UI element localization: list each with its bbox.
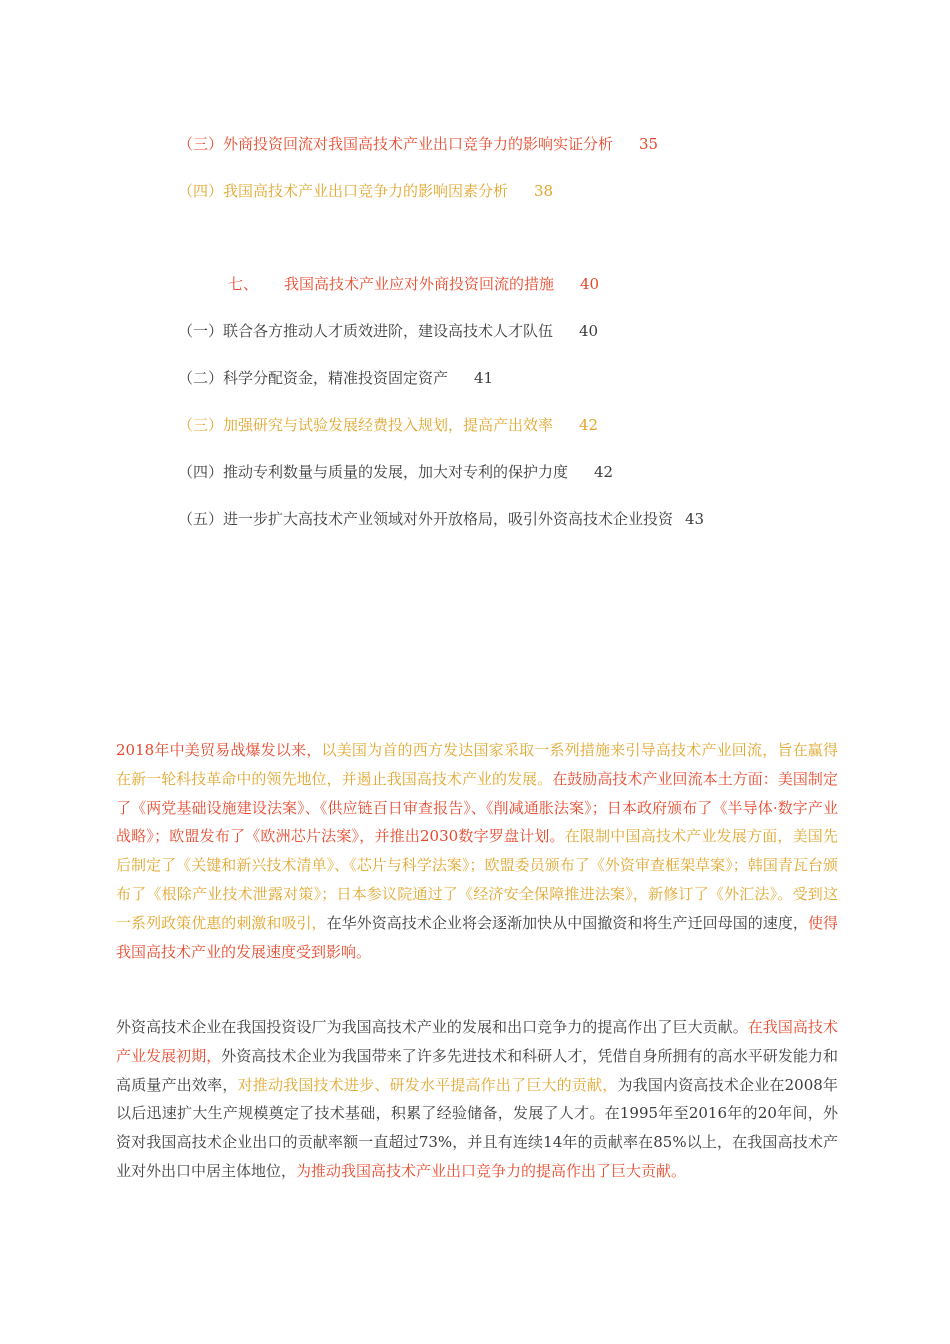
toc-item-page: 42 bbox=[579, 416, 599, 434]
toc-item-page: 40 bbox=[580, 275, 600, 293]
toc-chapter[interactable] bbox=[228, 274, 599, 294]
text-segment: 在华外资高技术企业将会逐渐加快从中国撤资和将生产迁回母国的速度， bbox=[326, 913, 808, 932]
toc-item-page: 38 bbox=[534, 182, 554, 200]
toc-item-page: 42 bbox=[594, 463, 614, 481]
toc-item[interactable] bbox=[178, 134, 658, 154]
text-segment: 在鼓励高技术产业回流本土方面：美国制定了《两党基础设施建设法案》、《供应链百日审查报告》、《削减通胀法案》；日本政府颁布了《半导体·数字产业战略》；欧盟发布了《欧洲芯片法案》，并推出2030数字罗盘计划。 bbox=[116, 769, 838, 846]
text-segment: 在限制中国高技术产业发展方面，美国先后制定了《关键和新兴技术清单》、《芯片与科学法案》；欧盟委员颁布了《外资审查框架草案》；韩国青瓦台颁布了《根除产业技术泄露对策》；日本参议院通过了《经济安全保障推进法案》，新修订了《外汇法》。 bbox=[116, 827, 838, 903]
text-segment: 在我国高技术产业发展初期， bbox=[116, 1018, 838, 1065]
body-paragraph-2 bbox=[116, 1013, 838, 1186]
toc-item-page: 35 bbox=[639, 135, 659, 153]
toc-item[interactable] bbox=[178, 509, 704, 529]
toc-item-label: （二）科学分配资金，精准投资固定资产 bbox=[178, 369, 449, 387]
toc-item-label: （五）进一步扩大高技术产业领域对外开放格局，吸引外资高技术企业投资 bbox=[178, 510, 674, 528]
toc-item[interactable] bbox=[178, 321, 598, 341]
text-segment: 以美国为首的西方发达国家采取一系列措施来引导高技术产业回流，旨在赢得在新一轮科技革命中的领先地位，并遏止我国高技术产业的发展。 bbox=[116, 741, 838, 788]
toc-item-label: 我国高技术产业应对外商投资回流的措施 bbox=[284, 275, 555, 293]
toc-item[interactable] bbox=[178, 462, 613, 482]
text-segment: 为推动我国高技术产业出口竞争力的提高作出了巨大贡献。 bbox=[296, 1161, 687, 1180]
toc-item-label: （三）加强研究与试验发展经费投入规划，提高产出效率 bbox=[178, 416, 554, 434]
text-segment: 使得我国高技术产业的发展速度受到影响。 bbox=[116, 913, 838, 961]
toc-item[interactable] bbox=[178, 368, 493, 388]
toc-item-page: 41 bbox=[474, 369, 494, 387]
text-segment: 外资高技术企业为我国带来了许多先进技术和科研人才，凭借自身所拥有的高水平研发能力和高质量产出效率， bbox=[116, 1046, 838, 1094]
text-segment: 对推动我国技术进步、研发水平提高作出了巨大的贡献， bbox=[237, 1075, 618, 1094]
toc-item-page: 43 bbox=[685, 510, 705, 528]
text-segment: 2018年中美贸易战爆发以来， bbox=[116, 741, 322, 759]
toc-item-label: （三）外商投资回流对我国高技术产业出口竞争力的影响实证分析 bbox=[178, 135, 614, 153]
toc-chapter-number: 七、 bbox=[228, 275, 259, 293]
text-segment: 外资高技术企业在我国投资设厂为我国高技术产业的发展和出口竞争力的提高作出了巨大贡献。 bbox=[116, 1018, 748, 1036]
toc-item[interactable] bbox=[178, 415, 598, 435]
toc-item-label: （四）推动专利数量与质量的发展，加大对专利的保护力度 bbox=[178, 463, 569, 481]
toc-item[interactable] bbox=[178, 181, 553, 201]
toc-item-page: 40 bbox=[579, 322, 599, 340]
text-segment: 受到这一系列政策优惠的刺激和吸引， bbox=[116, 884, 838, 932]
text-segment: 为我国内资高技术企业在2008年以后迅速扩大生产规模奠定了技术基础，积累了经验储备，发展了人才。在1995年至2016年的20年间，外资对我国高技术企业出口的贡献率额一直超过73%，并且有连续14年的贡献率在85%以上，在我国高技术产业对外出口中居主体地位， bbox=[116, 1075, 838, 1180]
body-paragraph-1 bbox=[116, 736, 838, 966]
toc-item-label: （四）我国高技术产业出口竞争力的影响因素分析 bbox=[178, 182, 509, 200]
toc-item-label: （一）联合各方推动人才质效进阶，建设高技术人才队伍 bbox=[178, 322, 554, 340]
